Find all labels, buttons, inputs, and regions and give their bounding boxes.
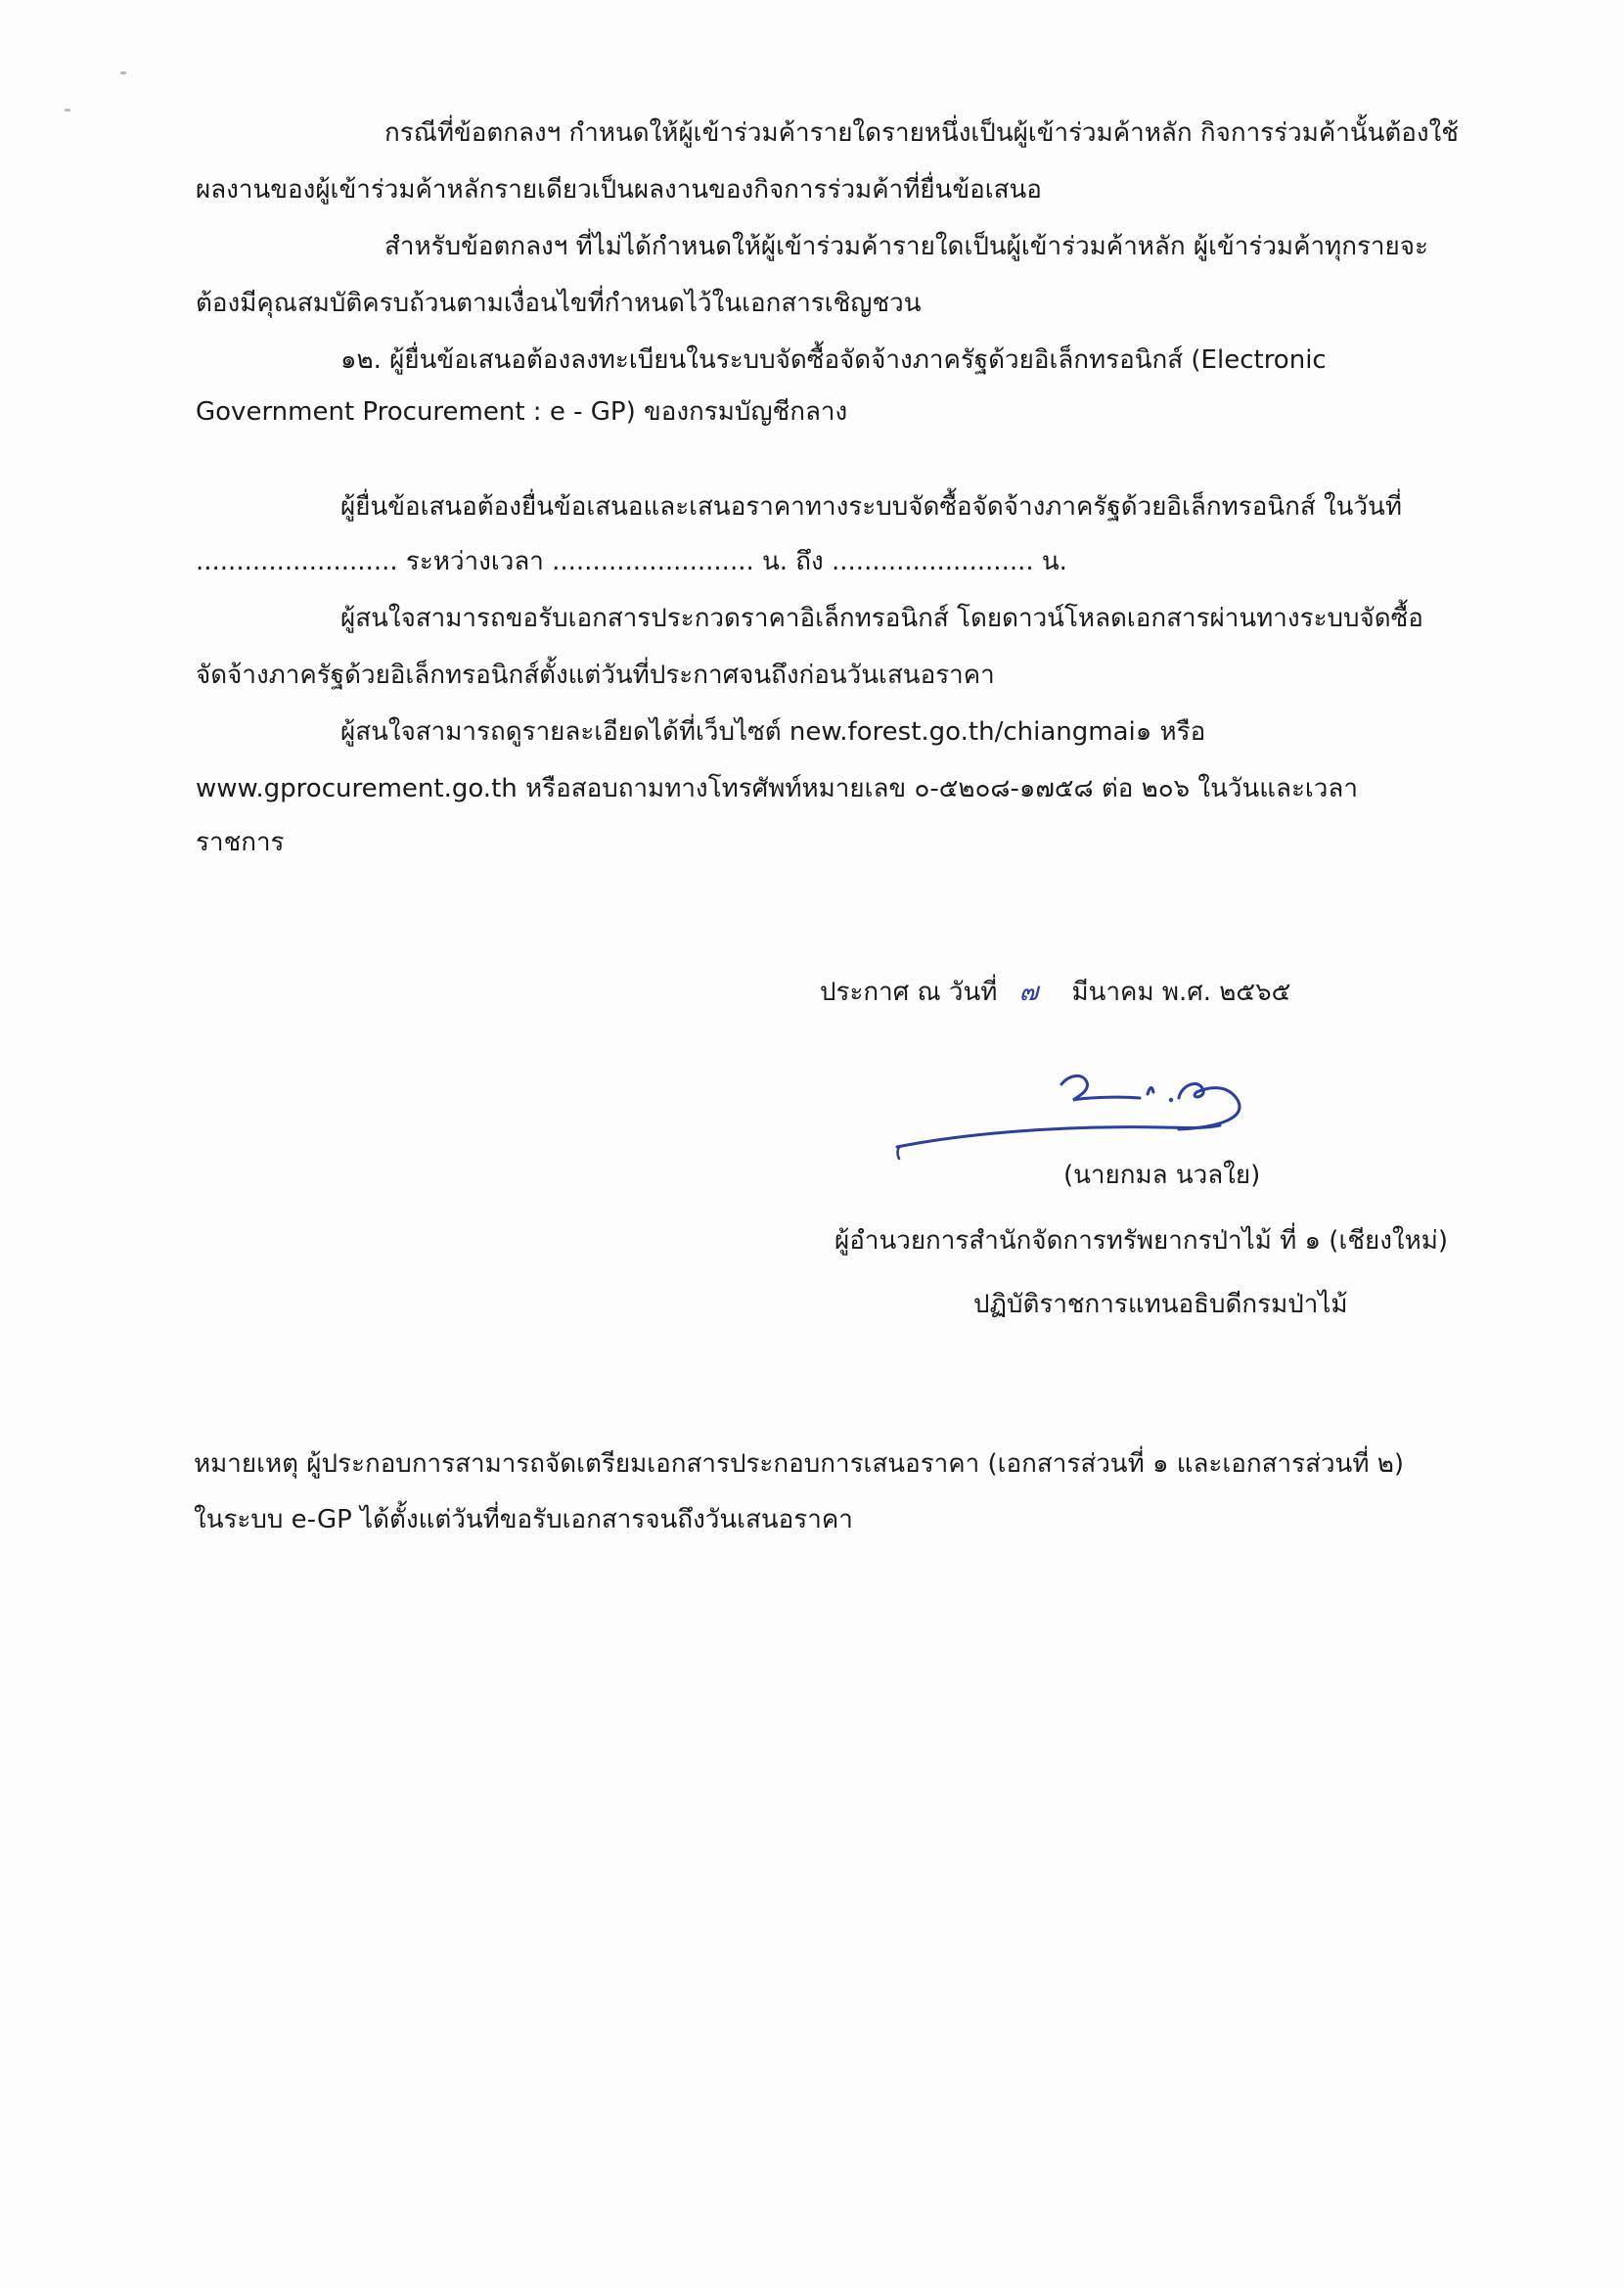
note-line-1: หมายเหตุ ผู้ประกอบการสามารถจัดเตรียมเอกสารประกอบการเสนอราคา (เอกสารส่วนที่ ๑ และเอกสารส่วนที่ ๒) [194, 1449, 1405, 1479]
announcement-date [820, 975, 1290, 1010]
para-no-lead-line-2: ต้องมีคุณสมบัติครบถ้วนตามเงื่อนไขที่กำหนดไว้ในเอกสารเชิญชวน [196, 289, 922, 318]
clause-12-line-2: Government Procurement : e - GP) ของกรมบัญชีกลาง [196, 397, 848, 427]
para-joint-lead-line-2: ผลงานของผู้เข้าร่วมค้าหลักรายเดียวเป็นผลงานของกิจการร่วมค้าที่ยื่นข้อเสนอ [196, 175, 1042, 205]
clause-12-line-1: ๑๒. ผู้ยื่นข้อเสนอต้องลงทะเบียนในระบบจัดซื้อจัดจ้างภาครัฐด้วยอิเล็กทรอนิกส์ (Electronic [340, 345, 1327, 375]
signer-title: ผู้อำนวยการสำนักจัดการทรัพยากรป่าไม้ ที่ ๑ (เชียงใหม่) [835, 1226, 1449, 1256]
announcement-prefix: ประกาศ ณ วันที่ [820, 978, 998, 1007]
signer-acting: ปฏิบัติราชการแทนอธิบดีกรมป่าไม้ [973, 1290, 1348, 1319]
submit-line-2: ......................... ระหว่างเวลา ......................... น. ถึง ......................... น. [196, 547, 1067, 576]
download-line-1: ผู้สนใจสามารถขอรับเอกสารประกวดราคาอิเล็กทรอนิกส์ โดยดาวน์โหลดเอกสารผ่านทางระบบจัดซื้อ [340, 604, 1423, 633]
para-no-lead-line-1: สำหรับข้อตกลงฯ ที่ไม่ได้กำหนดให้ผู้เข้าร่วมค้ารายใดเป็นผู้เข้าร่วมค้าหลัก ผู้เข้าร่วมค้าทุกรายจะ [384, 232, 1428, 261]
download-line-2: จัดจ้างภาครัฐด้วยอิเล็กทรอนิกส์ตั้งแต่วันที่ประกาศจนถึงก่อนวันเสนอราคา [196, 661, 995, 690]
contact-line-3: ราชการ [196, 828, 285, 857]
note-line-2: ในระบบ e-GP ได้ตั้งแต่วันที่ขอรับเอกสารจนถึงวันเสนอราคา [194, 1505, 853, 1534]
signer-name: (นายกมล นวลใย) [1063, 1161, 1261, 1190]
contact-line-1: ผู้สนใจสามารถดูรายละเอียดได้ที่เว็บไซต์ new.forest.go.th/chiangmai๑ หรือ [340, 717, 1206, 747]
contact-line-2: www.gprocurement.go.th หรือสอบถามทางโทรศัพท์หมายเลข ๐-๕๒๐๘-๑๗๕๘ ต่อ ๒๐๖ ในวันและเวลา [196, 774, 1358, 803]
scan-speck [120, 71, 126, 74]
para-joint-lead-line-1: กรณีที่ข้อตกลงฯ กำหนดให้ผู้เข้าร่วมค้ารายใดรายหนึ่งเป็นผู้เข้าร่วมค้าหลัก กิจการร่วมค้านั้นต้องใช้ [384, 118, 1459, 148]
announcement-suffix: มีนาคม พ.ศ. ๒๕๖๕ [1071, 978, 1291, 1007]
signature-image [885, 1057, 1296, 1165]
submit-line-1: ผู้ยื่นข้อเสนอต้องยื่นข้อเสนอและเสนอราคาทางระบบจัดซื้อจัดจ้างภาครัฐด้วยอิเล็กทรอนิกส์ ในวันที่ [340, 492, 1402, 522]
announcement-day-handwritten: ๗ [1018, 978, 1039, 1007]
scan-speck [65, 109, 70, 112]
